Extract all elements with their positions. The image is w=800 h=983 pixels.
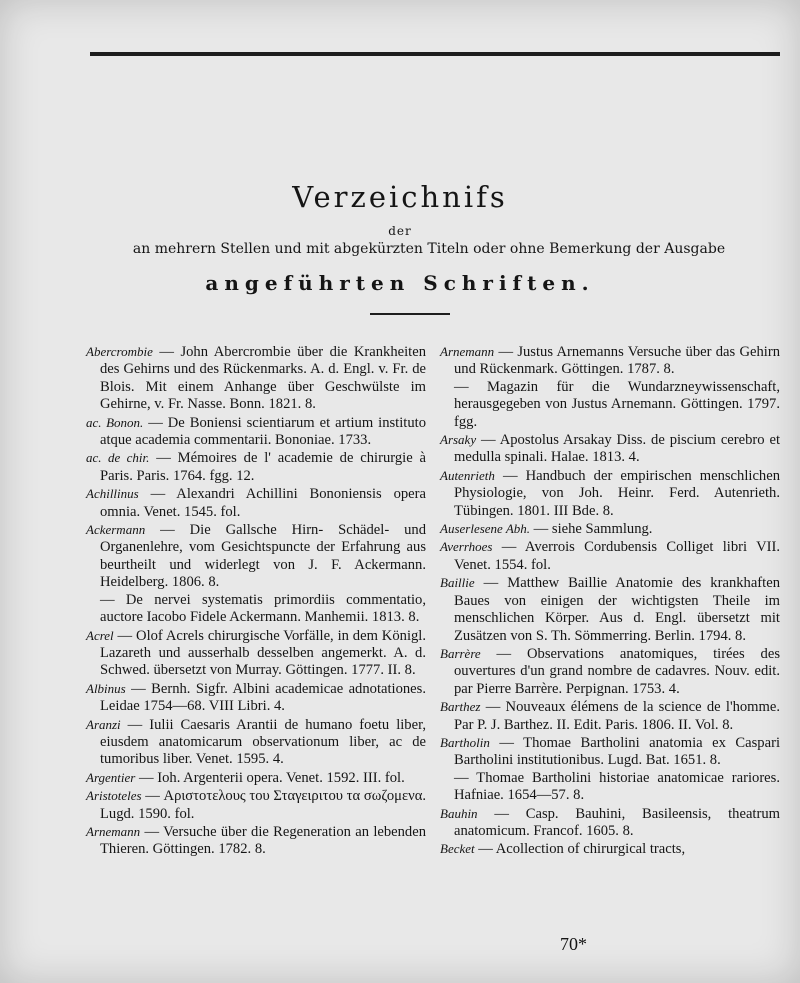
bibliography-entry (440, 770, 780, 805)
entry-abbreviation: Baillie (440, 575, 475, 591)
entry-text: — Olof Acrels chirurgische Vorfälle, in dem Königl. Lazareth und ausserhalb desselben angemerkt. A. d. Schwed. übersetzt von Murray. Göttingen. 1777. II. 8. (100, 627, 426, 679)
entry-text: — Mémoires de l' academie de chirurgie à Paris. Paris. 1764. fgg. 12. (100, 450, 426, 484)
entry-text: — Thomae Bartholini anatomia ex Caspari Bartholini institutionibus. Lugd. Bat. 1651. 8. (454, 734, 780, 769)
entry-abbreviation: Bartholin (440, 734, 490, 750)
entry-text: — Justus Arnemanns Versuche über das Gehirn und Rückenmark. Göttingen. 1787. 8. (454, 344, 780, 378)
entry-text: — Versuche über die Regeneration an lebenden Thieren. Göttingen. 1782. 8. (100, 823, 426, 858)
entry-text: — Handbuch der empirischen menschlichen Physiologie, von Joh. Heinr. Ferd. Autenrieth. Tübingen. 1801. III Bde. 8. (454, 467, 780, 519)
entry-text: — Acollection of chirurgical tracts, (474, 841, 686, 858)
entry-text: — Observations anatomiques, tirées des ouvertures d'un grand nombre de cadavres. Nouv. edit. par Pierre Barrère. Perpignan. 1753. 4. (454, 645, 780, 697)
entry-text: — Averrois Cordubensis Colliget libri VII. Venet. 1554. fol. (454, 539, 780, 573)
right-column (440, 343, 780, 859)
page-number: 70* (560, 934, 587, 954)
bibliography-entry (86, 787, 426, 823)
entry-text: — Nouveaux élémens de la science de l'homme. Par P. J. Barthez. II. Edit. Paris. 1806. II. Vol. 8. (454, 699, 780, 733)
entry-text: — Casp. Bauhini, Basileensis, theatrum anatomicum. Francof. 1605. 8. (454, 805, 780, 839)
entry-text: — Matthew Baillie Anatomie des krankhaften Baues von einigen der wichtigsten Theile im menschlichen Körper. Aus d. Engl. übersetzt mit Zusätzen von S. Th. Sömmerring. Berlin. 1794. 8. (454, 575, 780, 644)
entry-abbreviation: Aranzi (86, 716, 121, 732)
bibliography-entry (86, 414, 426, 450)
entry-abbreviation: Averrhoes (440, 539, 493, 555)
bibliography-entry (86, 521, 426, 592)
entry-abbreviation: Ackermann (86, 522, 146, 538)
bibliography-entry (440, 343, 780, 379)
page-subtitle: an mehrern Stellen und mit abgekürzten Titeln oder ohne Bemerkung der Ausgabe (132, 241, 726, 257)
bibliography-entry (86, 769, 426, 787)
bibliography-entry (86, 485, 426, 521)
bibliography-entry (86, 449, 426, 485)
bibliography-entry (440, 734, 780, 770)
entry-abbreviation: Arnemann (86, 823, 141, 839)
entry-abbreviation: Acrel (86, 627, 114, 643)
bibliography-entry (440, 467, 780, 520)
top-rule (90, 52, 780, 56)
entry-abbreviation: Arnemann (440, 344, 495, 359)
bibliography-entry (440, 840, 780, 858)
page-title-second-line: angeführten Schriften. (205, 271, 595, 295)
left-column (86, 343, 426, 859)
page-title: Verzeichnifs (292, 180, 508, 214)
bibliography-entry (86, 823, 426, 859)
entry-text: — De Boniensi scientiarum et artium instituto atque academia commentarii. Bononiae. 1733. (100, 414, 426, 449)
entry-abbreviation: Achillinus (86, 486, 139, 502)
bibliography-entry (440, 805, 780, 841)
bibliography-entry (440, 698, 780, 734)
bibliography-entry (86, 343, 426, 414)
entry-abbreviation: Argentier (86, 769, 136, 785)
entry-abbreviation: Autenrieth (440, 467, 495, 483)
entry-text: — siehe Sammlung. (530, 521, 653, 538)
entry-abbreviation: Bauhin (440, 805, 478, 821)
entry-text: — John Abercrombie über die Krankheiten des Gehirns und des Rückenmarks. A. d. Engl. v. Fr. de Blois. Mit einem Anhange über Geschwülste im Gehirne, v. Fr. Nasse. Bonn. 1821. 8. (100, 344, 426, 413)
entry-text: — Iulii Caesaris Arantii de humano foetu liber, eiusdem anatomicarum observationum liber, ac de tumoribus liber. Venet. 1595. 4. (100, 716, 426, 768)
entry-abbreviation: Becket (440, 841, 475, 857)
entry-abbreviation: Albinus (86, 680, 126, 696)
bibliography-entry (440, 538, 780, 574)
bibliography-entry (440, 645, 780, 698)
entry-text: — Magazin für die Wundarzneywissenschaft, herausgegeben von Justus Arnemann. Göttingen. 1797. fgg. (454, 378, 780, 430)
entry-abbreviation: ac. de chir. (86, 450, 150, 466)
entry-text: — Thomae Bartholini historiae anatomicae rariores. Hafniae. 1654—57. 8. (454, 769, 780, 804)
bibliography-entry (86, 680, 426, 716)
entry-text: — Alexandri Achillini Bononiensis opera omnia. Venet. 1545. fol. (100, 486, 426, 520)
bibliography-entry (440, 379, 780, 431)
title-connector: der (388, 224, 412, 238)
bibliography-entry (440, 431, 780, 467)
entry-abbreviation: Barrère (440, 645, 481, 661)
bibliography-entry (440, 520, 780, 538)
bibliography-entry (86, 592, 426, 627)
bibliography-entry (86, 627, 426, 680)
entry-text: — Ioh. Argenterii opera. Venet. 1592. III. fol. (135, 769, 405, 786)
title-divider (370, 313, 450, 315)
bibliography-entry (440, 574, 780, 645)
entry-abbreviation: Arsaky (440, 432, 477, 448)
entry-abbreviation: ac. Bonon. (86, 414, 144, 430)
entry-text: — Αριστοτελους του Σταγειριτου τα σωζομενα. Lugd. 1590. fol. (100, 788, 426, 822)
entry-text: — Die Gallsche Hirn- Schädel- und Organenlehre, vom Gesichtspuncte der Erfahrung aus beurtheilt und widerlegt von J. F. Ackermann. Heidelberg. 1806. 8. (100, 522, 426, 591)
entry-text: — Apostolus Arsakay Diss. de piscium cerebro et medulla spinali. Halae. 1813. 4. (454, 432, 780, 466)
entry-abbreviation: Barthez (440, 699, 481, 715)
bibliography-entry (86, 716, 426, 769)
entry-text: — Bernh. Sigfr. Albini academicae adnotationes. Leidae 1754—68. VIII Libri. 4. (100, 680, 426, 715)
entry-abbreviation: Aristoteles (86, 788, 142, 804)
entry-abbreviation: Abercrombie (86, 344, 153, 359)
entry-text: — De nervei systematis primordiis commentatio, auctore Iacobo Fidele Ackermann. Manhemii. 1813. 8. (100, 591, 426, 626)
entry-abbreviation: Auserlesene Abh. (440, 521, 531, 537)
